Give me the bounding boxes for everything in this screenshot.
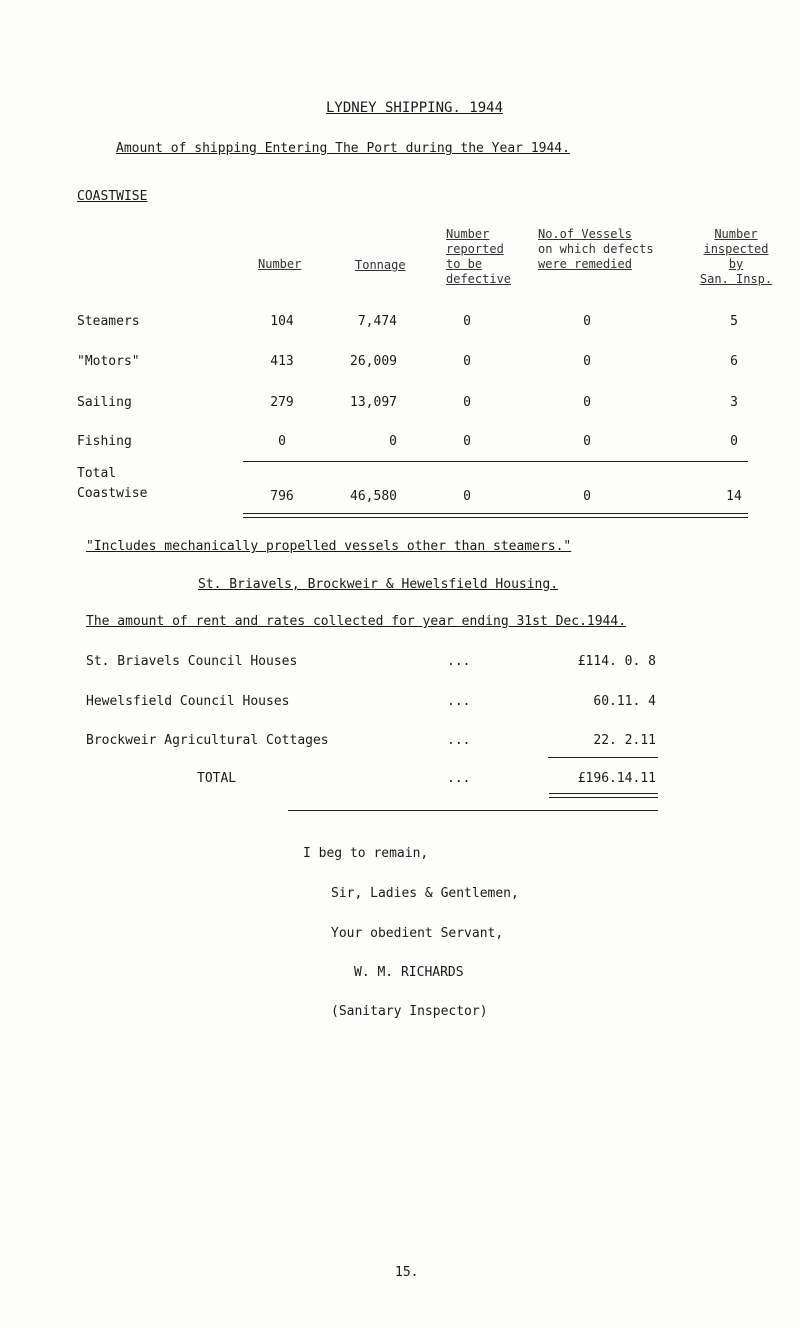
housing-row [86, 654, 686, 674]
section-heading: COASTWISE [77, 189, 148, 204]
header-remedied-line: on which defects [538, 242, 654, 256]
row-label: "Motors" [77, 354, 140, 369]
row-reported: 0 [463, 434, 471, 449]
total-rule-top [243, 461, 748, 462]
header-remedied [538, 227, 654, 272]
housing-total-row [86, 771, 686, 791]
header-inspected [686, 227, 786, 287]
row-inspected: 0 [730, 434, 738, 449]
row-inspected: 3 [730, 395, 738, 410]
housing-total-amount: £196.14.11 [577, 771, 656, 786]
row-remedied: 0 [583, 395, 591, 410]
header-number: Number [258, 257, 302, 271]
closing-line: Sir, Ladies & Gentlemen, [331, 886, 519, 901]
closing-line: I beg to remain, [303, 846, 429, 861]
total-label-line: Total [77, 466, 117, 481]
total-number: 796 [270, 489, 294, 504]
page-number: 15. [395, 1265, 419, 1280]
row-remedied: 0 [583, 354, 591, 369]
page-title: LYDNEY SHIPPING. 1944 [326, 100, 504, 116]
page-subtitle: Amount of shipping Entering The Port during the Year 1944. [116, 141, 570, 156]
row-tonnage: 26,009 [350, 354, 397, 369]
total-inspected: 14 [726, 489, 742, 504]
header-remedied-line: were remedied [538, 257, 632, 271]
row-reported: 0 [463, 354, 471, 369]
total-tonnage: 46,580 [350, 489, 397, 504]
housing-row-amount: 60.11. 4 [593, 694, 656, 709]
total-label-line: Coastwise [77, 486, 148, 501]
header-reported-line: Number [446, 227, 490, 241]
header-reported-line: to be [446, 257, 483, 271]
housing-row-amount: 22. 2.11 [593, 733, 656, 748]
header-reported [446, 227, 511, 287]
table-row [77, 395, 777, 415]
signature-name: W. M. RICHARDS [354, 965, 464, 980]
row-number: 104 [270, 314, 294, 329]
housing-row-dots: ... [447, 694, 471, 709]
housing-row-name: Hewelsfield Council Houses [86, 694, 290, 709]
row-reported: 0 [463, 314, 471, 329]
housing-row-dots: ... [447, 654, 471, 669]
table-row [77, 434, 777, 454]
header-inspected-line: inspected [703, 242, 769, 256]
housing-total-rule [549, 793, 658, 798]
row-number: 0 [278, 434, 286, 449]
housing-row-name: St. Briavels Council Houses [86, 654, 298, 669]
housing-row-dots: ... [447, 733, 471, 748]
signature-role: (Sanitary Inspector) [331, 1004, 488, 1019]
row-remedied: 0 [583, 434, 591, 449]
housing-row-name: Brockweir Agricultural Cottages [86, 733, 329, 748]
housing-intro: The amount of rent and rates collected for year ending 31st Dec.1944. [86, 614, 627, 629]
row-inspected: 6 [730, 354, 738, 369]
closing-line: Your obedient Servant, [331, 926, 504, 941]
header-inspected-line: by [728, 257, 744, 271]
housing-row [86, 733, 686, 753]
housing-end-rule [288, 810, 658, 811]
row-inspected: 5 [730, 314, 738, 329]
total-rule-bottom [243, 513, 748, 518]
housing-total-label: TOTAL [197, 771, 237, 786]
row-tonnage: 0 [389, 434, 397, 449]
total-row [77, 489, 777, 509]
row-tonnage: 7,474 [357, 314, 397, 329]
housing-row [86, 694, 686, 714]
row-reported: 0 [463, 395, 471, 410]
row-tonnage: 13,097 [350, 395, 397, 410]
row-number: 279 [270, 395, 294, 410]
header-reported-line: reported [446, 242, 504, 256]
table-row [77, 354, 777, 374]
row-label: Sailing [77, 395, 132, 410]
header-inspected-line: San. Insp. [699, 272, 773, 286]
table-row [77, 314, 777, 334]
row-label: Steamers [77, 314, 140, 329]
row-label: Fishing [77, 434, 132, 449]
row-remedied: 0 [583, 314, 591, 329]
header-reported-line: defective [446, 272, 512, 286]
housing-subtotal-rule [548, 757, 658, 758]
housing-row-amount: £114. 0. 8 [577, 654, 656, 669]
total-reported: 0 [463, 489, 471, 504]
header-remedied-line: No.of Vessels [538, 227, 632, 241]
total-remedied: 0 [583, 489, 591, 504]
housing-heading: St. Briavels, Brockweir & Hewelsfield Housing. [198, 577, 559, 592]
header-tonnage: Tonnage [355, 258, 406, 272]
housing-total-dots: ... [447, 771, 471, 786]
footnote: "Includes mechanically propelled vessels other than steamers." [86, 539, 572, 554]
header-inspected-line: Number [714, 227, 758, 241]
row-number: 413 [270, 354, 294, 369]
